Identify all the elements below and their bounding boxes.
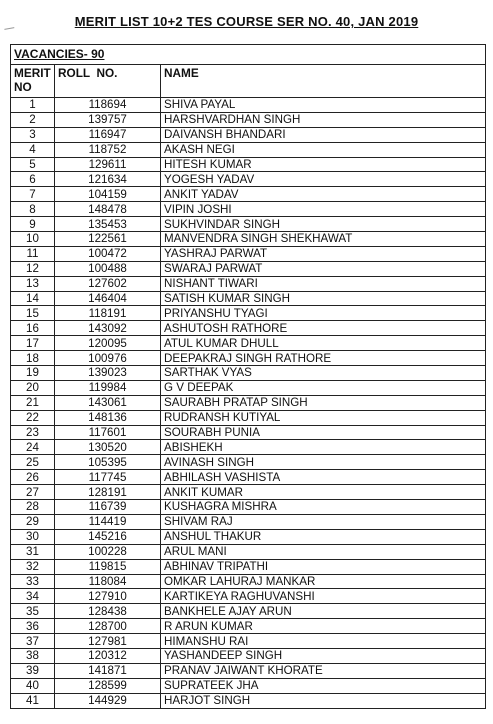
merit-no-cell: 14 xyxy=(11,291,55,306)
table-row xyxy=(11,693,486,708)
roll-no-cell: 127910 xyxy=(55,589,161,604)
page-title xyxy=(0,14,493,29)
merit-no-cell: 33 xyxy=(11,574,55,589)
merit-no-cell: 16 xyxy=(11,321,55,336)
roll-no-cell: 143061 xyxy=(55,395,161,410)
merit-no-cell: 35 xyxy=(11,604,55,619)
table-row xyxy=(11,470,486,485)
roll-no-cell: 128700 xyxy=(55,619,161,634)
roll-header-text: ROLL NO. xyxy=(58,66,118,80)
name-cell: YASHRAJ PARWAT xyxy=(161,246,486,261)
table-row xyxy=(11,142,486,157)
roll-no-cell: 118752 xyxy=(55,142,161,157)
roll-no-cell: 118084 xyxy=(55,574,161,589)
merit-no-cell: 40 xyxy=(11,678,55,693)
table-row xyxy=(11,500,486,515)
table-row xyxy=(11,261,486,276)
merit-no-cell: 32 xyxy=(11,559,55,574)
roll-no-cell: 129611 xyxy=(55,157,161,172)
name-header xyxy=(161,65,486,98)
merit-no-cell: 28 xyxy=(11,500,55,515)
name-cell: ABISHEKH xyxy=(161,440,486,455)
merit-no-cell: 31 xyxy=(11,544,55,559)
name-cell: PRANAV JAIWANT KHORATE xyxy=(161,663,486,678)
roll-no-cell: 128599 xyxy=(55,678,161,693)
table-row xyxy=(11,172,486,187)
roll-no-cell: 100472 xyxy=(55,246,161,261)
merit-no-cell: 41 xyxy=(11,693,55,708)
merit-no-cell: 12 xyxy=(11,261,55,276)
vacancies-row xyxy=(11,45,486,65)
merit-no-cell: 2 xyxy=(11,112,55,127)
table-row xyxy=(11,98,486,113)
table-row xyxy=(11,529,486,544)
name-cell: SHIVA PAYAL xyxy=(161,98,486,113)
merit-no-cell: 6 xyxy=(11,172,55,187)
merit-no-cell: 25 xyxy=(11,455,55,470)
table-row xyxy=(11,187,486,202)
roll-no-cell: 119984 xyxy=(55,380,161,395)
roll-no-cell: 145216 xyxy=(55,529,161,544)
roll-no-cell: 118191 xyxy=(55,306,161,321)
name-cell: ASHUTOSH RATHORE xyxy=(161,321,486,336)
table-row xyxy=(11,678,486,693)
roll-no-cell: 122561 xyxy=(55,232,161,247)
table-row xyxy=(11,634,486,649)
name-cell: SWARAJ PARWAT xyxy=(161,261,486,276)
name-cell: R ARUN KUMAR xyxy=(161,619,486,634)
roll-no-cell: 139757 xyxy=(55,112,161,127)
roll-no-header xyxy=(55,65,161,98)
name-cell: YASHANDEEP SINGH xyxy=(161,648,486,663)
merit-no-cell: 37 xyxy=(11,634,55,649)
merit-no-cell: 13 xyxy=(11,276,55,291)
roll-no-cell: 130520 xyxy=(55,440,161,455)
table-row xyxy=(11,380,486,395)
name-cell: HIMANSHU RAI xyxy=(161,634,486,649)
name-cell: DAIVANSH BHANDARI xyxy=(161,127,486,142)
name-cell: SARTHAK VYAS xyxy=(161,366,486,381)
name-cell: SATISH KUMAR SINGH xyxy=(161,291,486,306)
roll-no-cell: 128438 xyxy=(55,604,161,619)
roll-no-cell: 116947 xyxy=(55,127,161,142)
table-row xyxy=(11,202,486,217)
table-row xyxy=(11,157,486,172)
roll-no-cell: 148136 xyxy=(55,410,161,425)
name-cell: MANVENDRA SINGH SHEKHAWAT xyxy=(161,232,486,247)
name-cell: HARJOT SINGH xyxy=(161,693,486,708)
merit-no-cell: 7 xyxy=(11,187,55,202)
name-cell: SUKHVINDAR SINGH xyxy=(161,217,486,232)
table-row xyxy=(11,663,486,678)
name-cell: RUDRANSH KUTIYAL xyxy=(161,410,486,425)
roll-no-cell: 127602 xyxy=(55,276,161,291)
name-cell: ABHINAV TRIPATHI xyxy=(161,559,486,574)
roll-no-cell: 100976 xyxy=(55,351,161,366)
name-cell: OMKAR LAHURAJ MANKAR xyxy=(161,574,486,589)
name-cell: PRIYANSHU TYAGI xyxy=(161,306,486,321)
merit-no-cell: 26 xyxy=(11,470,55,485)
roll-no-cell: 117745 xyxy=(55,470,161,485)
table-row xyxy=(11,351,486,366)
name-cell: ANKIT YADAV xyxy=(161,187,486,202)
table-row xyxy=(11,425,486,440)
roll-no-cell: 128191 xyxy=(55,485,161,500)
name-cell: AKASH NEGI xyxy=(161,142,486,157)
roll-no-cell: 117601 xyxy=(55,425,161,440)
table-row xyxy=(11,321,486,336)
table-row xyxy=(11,127,486,142)
name-cell: VIPIN JOSHI xyxy=(161,202,486,217)
table-row xyxy=(11,112,486,127)
merit-no-cell: 24 xyxy=(11,440,55,455)
table-row xyxy=(11,648,486,663)
merit-no-cell: 29 xyxy=(11,514,55,529)
name-cell: ABHILASH VASHISTA xyxy=(161,470,486,485)
roll-no-cell: 141871 xyxy=(55,663,161,678)
merit-no-cell: 22 xyxy=(11,410,55,425)
name-cell: SAURABH PRATAP SINGH xyxy=(161,395,486,410)
roll-no-cell: 116739 xyxy=(55,500,161,515)
table-row xyxy=(11,544,486,559)
name-cell: SOURABH PUNIA xyxy=(161,425,486,440)
merit-no-cell: 10 xyxy=(11,232,55,247)
name-cell: KUSHAGRA MISHRA xyxy=(161,500,486,515)
name-cell: SHIVAM RAJ xyxy=(161,514,486,529)
roll-no-cell: 114419 xyxy=(55,514,161,529)
roll-no-cell: 121634 xyxy=(55,172,161,187)
table-row xyxy=(11,440,486,455)
merit-no-cell: 3 xyxy=(11,127,55,142)
name-cell: ANKIT KUMAR xyxy=(161,485,486,500)
merit-no-cell: 21 xyxy=(11,395,55,410)
table-row xyxy=(11,574,486,589)
roll-no-cell: 148478 xyxy=(55,202,161,217)
table-row xyxy=(11,514,486,529)
name-header-text: NAME xyxy=(164,66,199,80)
table-row xyxy=(11,246,486,261)
merit-table xyxy=(10,44,486,709)
roll-no-cell: 104159 xyxy=(55,187,161,202)
roll-no-cell: 118694 xyxy=(55,98,161,113)
merit-no-cell: 5 xyxy=(11,157,55,172)
name-cell: AVINASH SINGH xyxy=(161,455,486,470)
vacancies-cell xyxy=(11,45,486,65)
merit-no-cell: 23 xyxy=(11,425,55,440)
merit-no-cell: 39 xyxy=(11,663,55,678)
roll-no-cell: 146404 xyxy=(55,291,161,306)
merit-no-cell: 36 xyxy=(11,619,55,634)
roll-no-cell: 100488 xyxy=(55,261,161,276)
merit-no-cell: 17 xyxy=(11,336,55,351)
roll-no-cell: 120095 xyxy=(55,336,161,351)
merit-no-cell: 19 xyxy=(11,366,55,381)
roll-no-cell: 127981 xyxy=(55,634,161,649)
table-row xyxy=(11,485,486,500)
merit-no-cell: 8 xyxy=(11,202,55,217)
merit-no-cell: 4 xyxy=(11,142,55,157)
roll-no-cell: 135453 xyxy=(55,217,161,232)
table-row xyxy=(11,619,486,634)
name-cell: KARTIKEYA RAGHUVANSHI xyxy=(161,589,486,604)
name-cell: ANSHUL THAKUR xyxy=(161,529,486,544)
name-cell: ARUL MANI xyxy=(161,544,486,559)
merit-no-cell: 38 xyxy=(11,648,55,663)
roll-no-cell: 143092 xyxy=(55,321,161,336)
table-row xyxy=(11,604,486,619)
roll-no-cell: 119815 xyxy=(55,559,161,574)
name-cell: NISHANT TIWARI xyxy=(161,276,486,291)
merit-no-cell: 1 xyxy=(11,98,55,113)
merit-no-cell: 18 xyxy=(11,351,55,366)
name-cell: BANKHELE AJAY ARUN xyxy=(161,604,486,619)
roll-no-cell: 144929 xyxy=(55,693,161,708)
roll-no-cell: 139023 xyxy=(55,366,161,381)
name-cell: DEEPAKRAJ SINGH RATHORE xyxy=(161,351,486,366)
name-cell: HITESH KUMAR xyxy=(161,157,486,172)
table-row xyxy=(11,366,486,381)
merit-no-cell: 34 xyxy=(11,589,55,604)
merit-table-container xyxy=(10,44,486,709)
header-row xyxy=(11,65,486,98)
name-cell: G V DEEPAK xyxy=(161,380,486,395)
table-row xyxy=(11,455,486,470)
table-row xyxy=(11,232,486,247)
table-row xyxy=(11,395,486,410)
table-row xyxy=(11,291,486,306)
merit-no-header xyxy=(11,65,55,98)
merit-no-cell: 27 xyxy=(11,485,55,500)
table-row xyxy=(11,410,486,425)
merit-no-cell: 20 xyxy=(11,380,55,395)
title-text: MERIT LIST 10+2 TES COURSE SER NO. 40, JAN 2019 xyxy=(74,14,419,29)
table-row xyxy=(11,217,486,232)
name-cell: YOGESH YADAV xyxy=(161,172,486,187)
roll-no-cell: 105395 xyxy=(55,455,161,470)
merit-header-line2: NO xyxy=(14,80,32,94)
name-cell: SUPRATEEK JHA xyxy=(161,678,486,693)
merit-header-line1: MERIT xyxy=(14,66,51,80)
table-row xyxy=(11,306,486,321)
table-row xyxy=(11,559,486,574)
merit-no-cell: 30 xyxy=(11,529,55,544)
table-row xyxy=(11,589,486,604)
roll-no-cell: 100228 xyxy=(55,544,161,559)
table-row xyxy=(11,336,486,351)
merit-no-cell: 15 xyxy=(11,306,55,321)
name-cell: HARSHVARDHAN SINGH xyxy=(161,112,486,127)
roll-no-cell: 120312 xyxy=(55,648,161,663)
name-cell: ATUL KUMAR DHULL xyxy=(161,336,486,351)
merit-no-cell: 11 xyxy=(11,246,55,261)
merit-no-cell: 9 xyxy=(11,217,55,232)
vacancies-text: VACANCIES- 90 xyxy=(14,47,105,61)
table-row xyxy=(11,276,486,291)
